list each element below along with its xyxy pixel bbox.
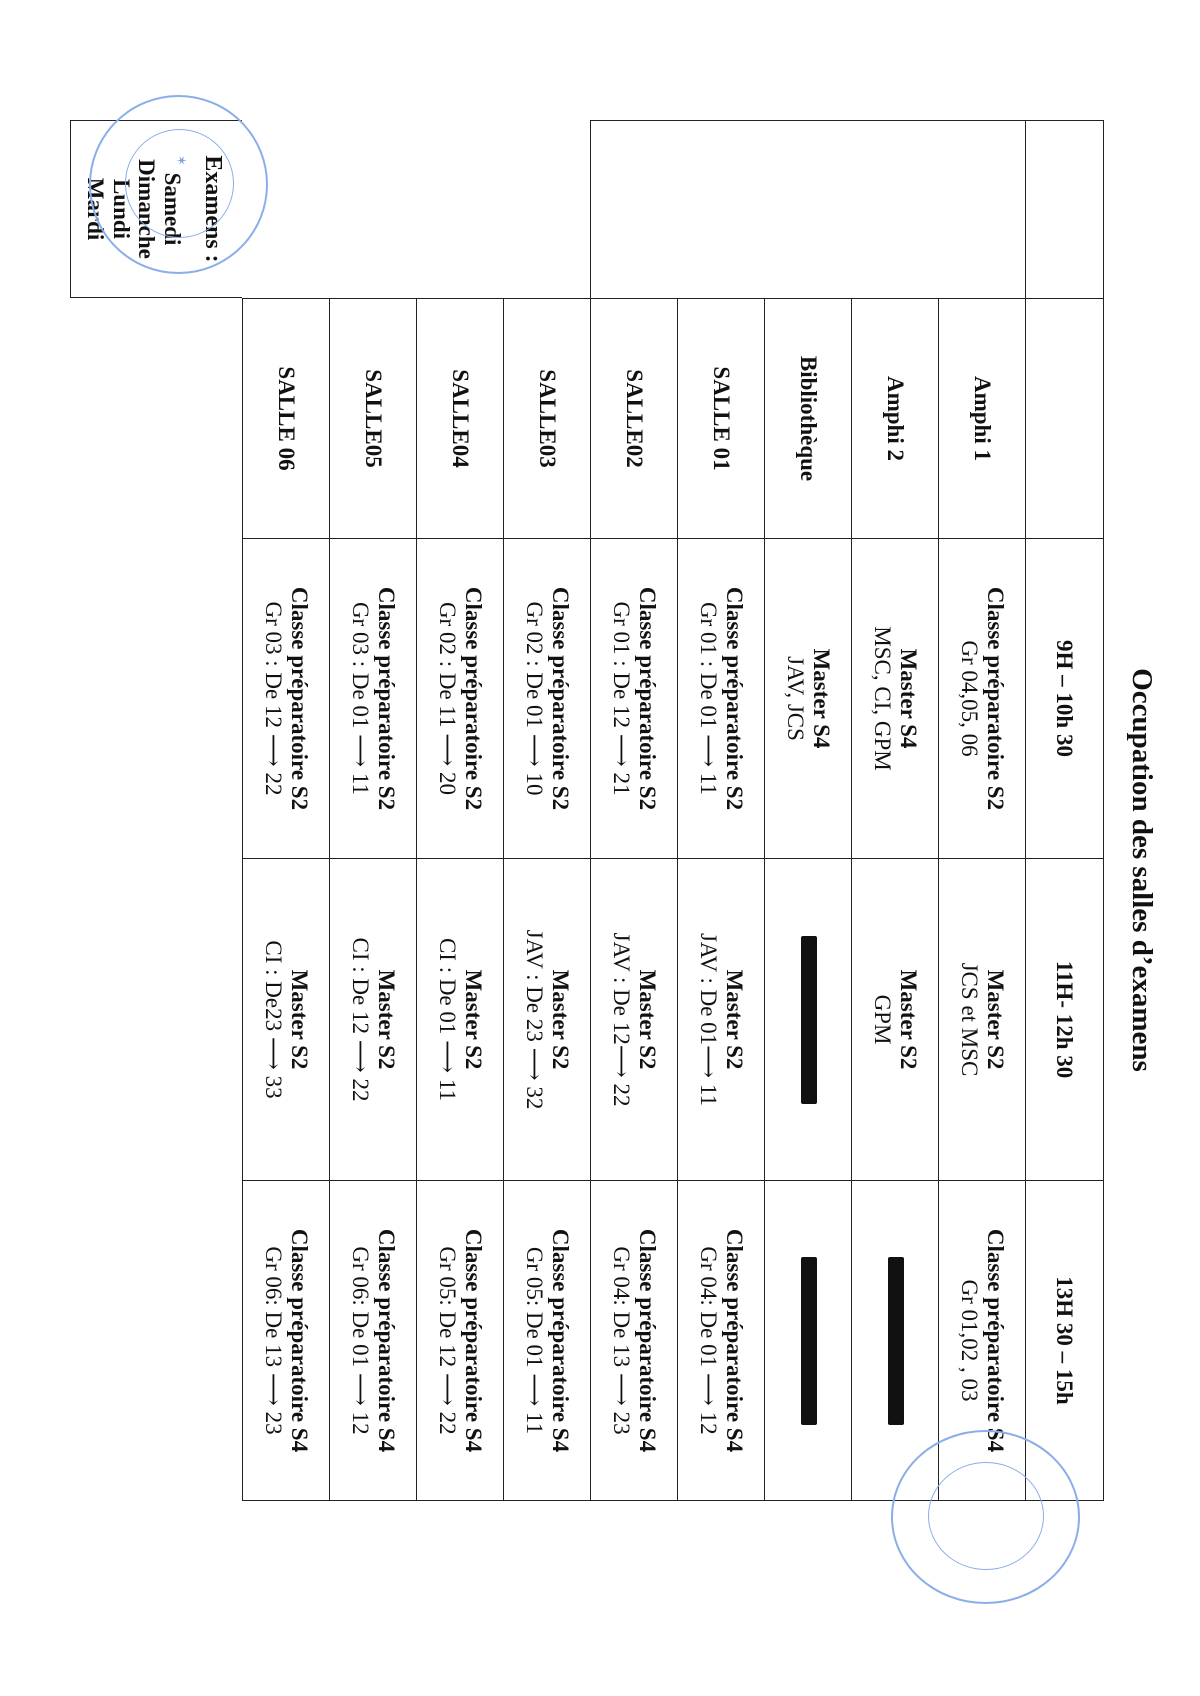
slot-cell — [939, 859, 1026, 1181]
class-label: Master S2 — [373, 969, 399, 1070]
group-range: Gr 02 : De 11 ⟶ 20 — [435, 601, 460, 796]
slot-cell — [852, 859, 939, 1181]
group-range: Gr 01 : De 01 ⟶ 11 — [696, 601, 721, 796]
slot-cell — [591, 1181, 678, 1501]
group-range: Gr 01,02 , 03 — [957, 1279, 982, 1402]
time-slot-header: 9H – 10h 30 — [1026, 539, 1104, 859]
class-label: Classe préparatoire S2 — [721, 586, 747, 811]
table-row — [678, 121, 765, 1501]
slot-cell — [765, 859, 852, 1181]
day-item: Dimanche — [134, 159, 160, 259]
class-label: Master S4 — [808, 648, 834, 749]
exam-room-table — [242, 120, 1104, 1501]
exam-days-spacer — [591, 121, 1026, 299]
table-row — [417, 121, 504, 1501]
time-slot-header: 13H 30 – 15h — [1026, 1181, 1104, 1501]
group-range: Gr 03 : De 01 ⟶ 11 — [348, 601, 373, 796]
slot-cell — [417, 859, 504, 1181]
slot-cell — [504, 1181, 591, 1501]
corner-cell — [1026, 121, 1104, 299]
class-label: Classe préparatoire S4 — [721, 1228, 747, 1453]
room-name-cell: SALLE 06 — [243, 299, 330, 539]
slot-cell — [678, 859, 765, 1181]
slot-cell — [330, 539, 417, 859]
group-range: JAV, JCS — [783, 656, 808, 741]
table-row — [852, 121, 939, 1501]
class-label: Classe préparatoire S2 — [286, 586, 312, 811]
slot-cell — [591, 859, 678, 1181]
day-item: Mardi — [82, 177, 108, 241]
class-label: Classe préparatoire S4 — [286, 1228, 312, 1453]
class-label: Master S2 — [547, 969, 573, 1070]
class-label: Classe préparatoire S4 — [634, 1228, 660, 1453]
room-name-cell: Bibliothèque — [765, 299, 852, 539]
slot-cell — [330, 859, 417, 1181]
class-label: Classe préparatoire S4 — [982, 1228, 1008, 1453]
room-name-cell: Amphi 1 — [939, 299, 1026, 539]
redaction-bar — [801, 1257, 817, 1425]
slot-cell — [330, 1181, 417, 1501]
group-range: Gr 04: De 13 ⟶ 23 — [609, 1246, 634, 1435]
time-slot-header: 11H- 12h 30 — [1026, 859, 1104, 1181]
official-stamp-right — [891, 1430, 1080, 1604]
class-label: Master S2 — [982, 969, 1008, 1070]
slot-cell — [765, 539, 852, 859]
class-label: Classe préparatoire S4 — [373, 1228, 399, 1453]
slot-cell — [504, 539, 591, 859]
exam-label: Examens : — [200, 155, 226, 263]
room-name-cell: Amphi 2 — [852, 299, 939, 539]
class-label: Master S2 — [634, 969, 660, 1070]
group-range: CI : De 01 ⟶ 11 — [435, 937, 460, 1102]
slot-cell — [243, 1181, 330, 1501]
room-name-cell: SALLE04 — [417, 299, 504, 539]
page-title: Occupation des salles d’examens — [1126, 668, 1158, 1072]
class-label: Master S2 — [895, 969, 921, 1070]
group-range: CI : De23 ⟶ 33 — [261, 940, 286, 1099]
table-row — [330, 121, 417, 1501]
group-range: JAV : De 12⟶ 22 — [609, 932, 634, 1107]
redaction-bar — [801, 936, 817, 1104]
group-range: Gr 04: De 01 ⟶ 12 — [696, 1246, 721, 1435]
group-range: GPM — [870, 994, 895, 1045]
day-item: Samedi — [160, 172, 186, 246]
room-name-cell: SALLE05 — [330, 299, 417, 539]
group-range: Gr 06: De 01 ⟶ 12 — [348, 1246, 373, 1435]
slot-cell — [678, 1181, 765, 1501]
slot-cell — [417, 539, 504, 859]
group-range: Gr 04,05, 06 — [957, 640, 982, 757]
group-range: Gr 05: De 01 ⟶ 11 — [522, 1246, 547, 1435]
class-label: Classe préparatoire S4 — [547, 1228, 573, 1453]
table-row — [591, 121, 678, 1501]
header-row — [1026, 121, 1104, 1501]
class-label: Classe préparatoire S2 — [634, 586, 660, 811]
group-range: Gr 01 : De 12 ⟶ 21 — [609, 601, 634, 796]
empty-cell — [330, 121, 417, 299]
table-row — [765, 121, 852, 1501]
header-spacer-cell — [1026, 299, 1104, 539]
group-range: Gr 02 : De 01 ⟶ 10 — [522, 601, 547, 796]
class-label: Classe préparatoire S2 — [982, 586, 1008, 811]
day-item: Lundi — [108, 178, 134, 240]
slot-cell — [504, 859, 591, 1181]
class-label: Master S2 — [286, 969, 312, 1070]
group-range: Gr 06: De 13 ⟶ 23 — [261, 1246, 286, 1435]
slot-cell — [939, 539, 1026, 859]
class-label: Master S2 — [721, 969, 747, 1070]
slot-cell — [765, 1181, 852, 1501]
group-range: JCS et MSC — [957, 962, 982, 1077]
table-row — [504, 121, 591, 1501]
slot-cell — [678, 539, 765, 859]
class-label: Master S4 — [895, 648, 921, 749]
group-range: MSC, CI, GPM — [870, 626, 895, 771]
class-label: Master S2 — [460, 969, 486, 1070]
class-label: Classe préparatoire S2 — [547, 586, 573, 811]
table-row — [243, 121, 330, 1501]
slot-cell — [591, 539, 678, 859]
room-name-cell: SALLE03 — [504, 299, 591, 539]
table-row — [939, 121, 1026, 1501]
slot-cell — [243, 539, 330, 859]
official-stamp-left: ✶ — [89, 95, 268, 274]
class-label: Classe préparatoire S2 — [373, 586, 399, 811]
empty-cell — [417, 121, 504, 299]
slot-cell — [243, 859, 330, 1181]
group-range: JAV : De 01⟶ 11 — [696, 932, 721, 1107]
slot-cell — [852, 539, 939, 859]
group-range: CI : De 12 ⟶ 22 — [348, 937, 373, 1102]
group-range: Gr 05: De 12 ⟶ 22 — [435, 1246, 460, 1435]
room-name-cell: SALLE02 — [591, 299, 678, 539]
group-range: JAV : De 23 ⟶ 32 — [522, 929, 547, 1110]
slot-cell — [417, 1181, 504, 1501]
empty-cell — [504, 121, 591, 299]
redaction-bar — [888, 1257, 904, 1425]
group-range: Gr 03 : De 12 ⟶ 22 — [261, 601, 286, 796]
class-label: Classe préparatoire S4 — [460, 1228, 486, 1453]
room-name-cell: SALLE 01 — [678, 299, 765, 539]
class-label: Classe préparatoire S2 — [460, 586, 486, 811]
